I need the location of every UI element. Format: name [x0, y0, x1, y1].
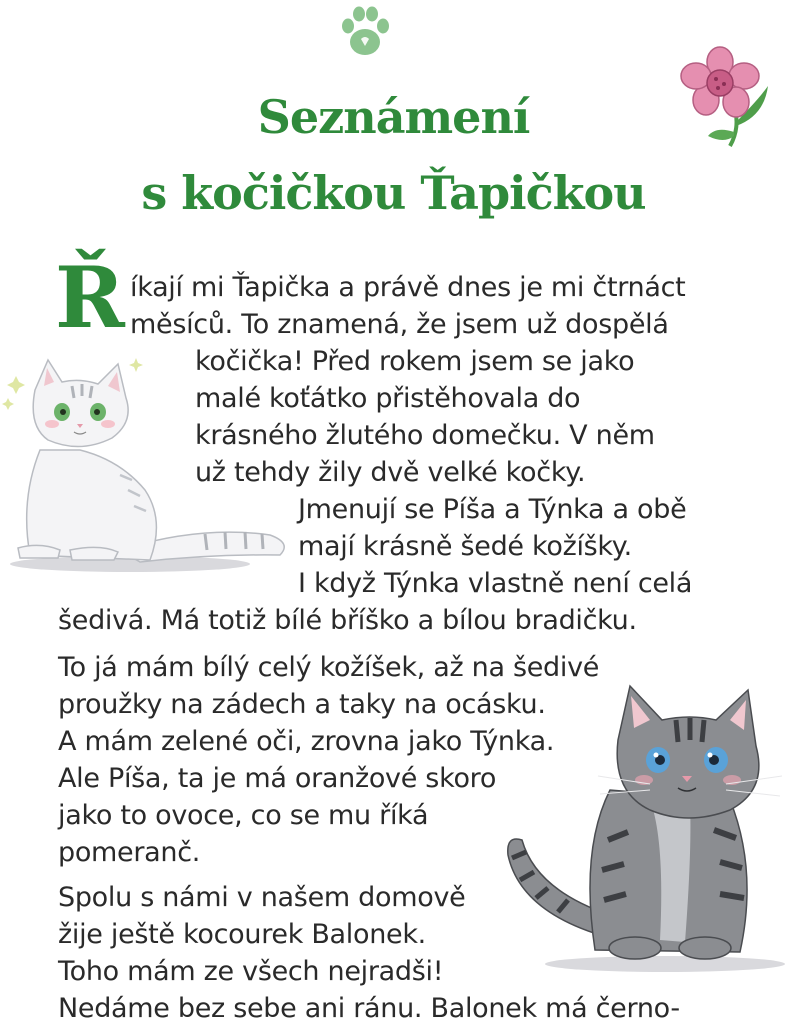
text-line: To já mám bílý celý kožíšek, až na šedivé [58, 652, 600, 683]
text-line: A mám zelené oči, zrovna jako Týnka. [58, 726, 555, 757]
text-line: měsíců. To znamená, že jsem už dospělá [130, 309, 669, 340]
paw-print-icon [335, 2, 395, 62]
text-line: Nedáme bez sebe ani ránu. Balonek má černo- [58, 993, 680, 1024]
text-line: pomeranč. [58, 837, 201, 868]
text-line: krásného žlutého domečku. V něm [195, 420, 655, 451]
page-title-line-2: s kočičkou Ťapičkou [141, 166, 646, 220]
text-line: šedivá. Má totiž bílé bříško a bílou bradičku. [58, 605, 637, 636]
page-title-line-1: Seznámení [257, 90, 530, 144]
text-line: kočička! Před rokem jsem se jako [195, 346, 635, 377]
text-line: íkají mi Ťapička a právě dnes je mi čtrnáct [130, 272, 686, 303]
text-line: mají krásně šedé kožíšky. [298, 531, 632, 562]
text-line: I když Týnka vlastně není celá [298, 568, 693, 599]
text-line: jako to ovoce, co se mu říká [58, 800, 429, 831]
text-line: Jmenují se Píša a Týnka a obě [298, 494, 687, 525]
text-line: Toho mám ze všech nejradši! [58, 956, 444, 987]
text-line: už tehdy žily dvě velké kočky. [195, 457, 586, 488]
text-line: Ale Píša, ta je má oranžové skoro [58, 763, 497, 794]
drop-cap: Ř [55, 248, 125, 347]
text-line: žije ještě kocourek Balonek. [58, 919, 426, 950]
text-line: proužky na zádech a taky na ocásku. [58, 689, 546, 720]
text-line: Spolu s námi v našem domově [58, 882, 466, 913]
text-line: malé koťátko přistěhovala do [195, 383, 581, 414]
